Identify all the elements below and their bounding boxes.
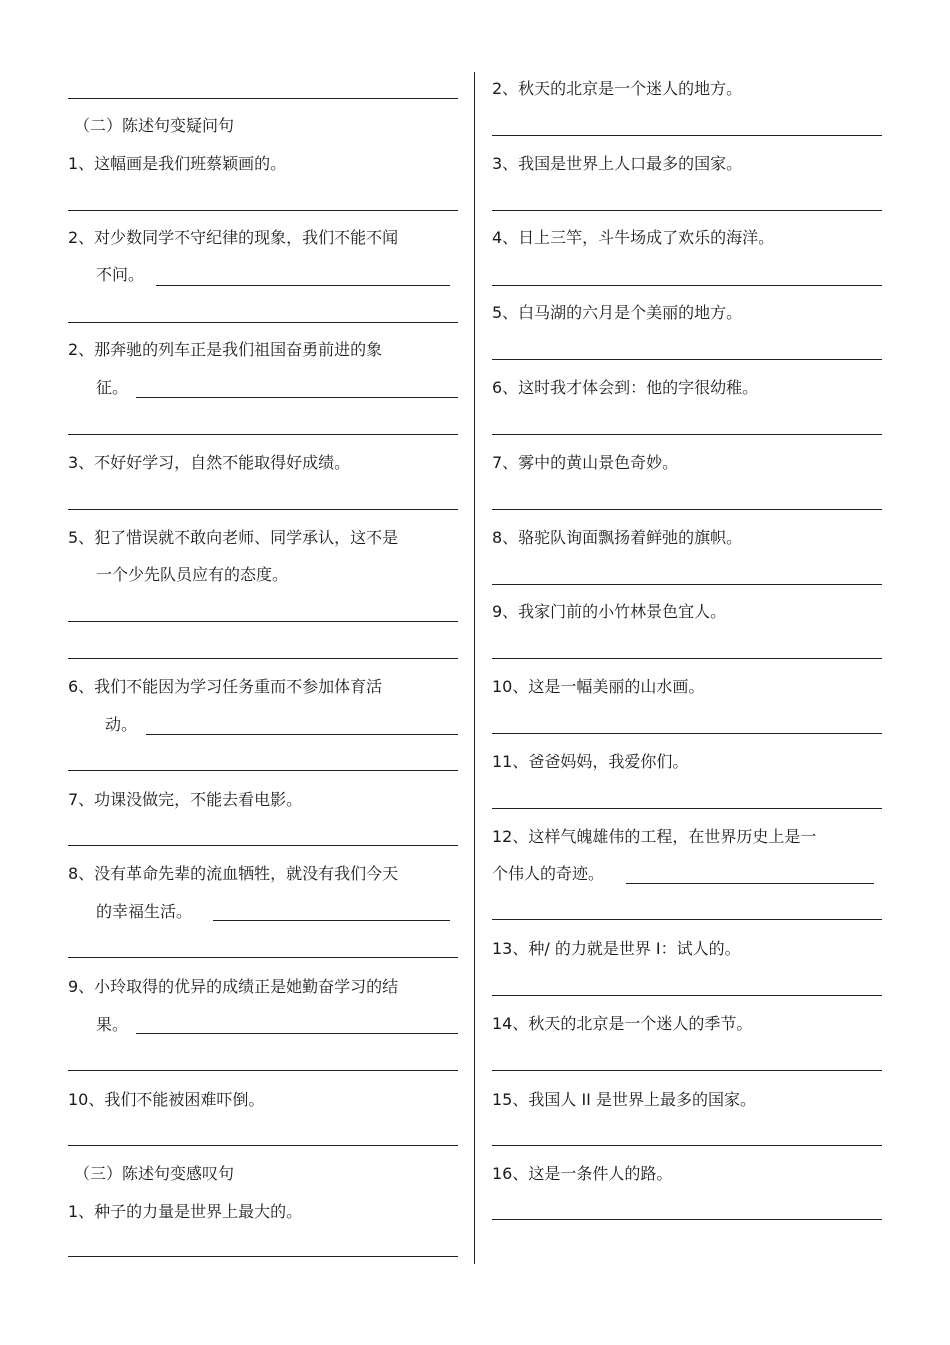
answer-blank	[626, 883, 874, 884]
answer-line	[492, 1219, 882, 1220]
question-item: 11、爸爸妈妈，我爱你们。	[492, 752, 689, 771]
answer-line	[492, 359, 882, 360]
answer-line	[492, 285, 882, 286]
question-item-cont: 不问。	[96, 265, 145, 284]
question-item: 14、秋天的北京是一个迷人的季节。	[492, 1014, 753, 1033]
question-item-cont: 的幸福生活。	[96, 902, 193, 921]
answer-line	[492, 1145, 882, 1146]
column-divider	[474, 72, 475, 1264]
answer-line	[68, 621, 458, 622]
question-item: 12、这样气魄雄伟的工程，在世界历史上是一	[492, 827, 817, 846]
question-item: 9、小玲取得的优异的成绩正是她勤奋学习的结	[68, 977, 399, 996]
answer-line	[68, 957, 458, 958]
answer-blank	[136, 397, 458, 398]
answer-line	[68, 845, 458, 846]
question-item: 1、这幅画是我们班蔡颖画的。	[68, 154, 287, 173]
answer-line	[68, 210, 458, 211]
answer-line	[492, 919, 882, 920]
answer-line	[68, 509, 458, 510]
answer-line	[68, 1070, 458, 1071]
answer-line	[68, 98, 458, 99]
answer-line	[492, 733, 882, 734]
answer-blank	[136, 1033, 458, 1034]
question-item: 15、我国人 II 是世界上最多的国家。	[492, 1090, 756, 1109]
question-item: 2、秋天的北京是一个迷人的地方。	[492, 79, 743, 98]
question-item: 2、那奔驰的列车正是我们祖国奋勇前进的象	[68, 340, 383, 359]
question-item: 13、种/ 的力就是世界 I：试人的。	[492, 939, 741, 958]
question-item-cont: 果。	[96, 1015, 129, 1034]
question-item: 5、犯了惜误就不敢向老师、同学承认，这不是	[68, 528, 399, 547]
answer-line	[492, 1070, 882, 1071]
answer-line	[492, 995, 882, 996]
question-item: 3、不好好学习，自然不能取得好成绩。	[68, 453, 351, 472]
answer-line	[492, 509, 882, 510]
question-item: 6、我们不能因为学习任务重而不参加体育活	[68, 677, 383, 696]
question-item: 8、骆驼队询面飘扬着鲜弛的旗帜。	[492, 528, 743, 547]
question-item: 7、雾中的黄山景色奇妙。	[492, 453, 679, 472]
question-item: 7、功课没做完，不能去看电影。	[68, 790, 303, 809]
answer-line	[68, 1145, 458, 1146]
question-item: 3、我国是世界上人口最多的国家。	[492, 154, 743, 173]
question-item: 9、我家门前的小竹林景色宜人。	[492, 602, 727, 621]
question-item: 4、日上三竿，斗牛场成了欢乐的海洋。	[492, 228, 775, 247]
question-item: 1、种子的力量是世界上最大的。	[68, 1202, 303, 1221]
answer-blank	[213, 920, 450, 921]
answer-line	[492, 584, 882, 585]
answer-line	[68, 658, 458, 659]
question-item-cont: 一个少先队员应有的态度。	[96, 565, 289, 584]
question-item-cont: 动。	[105, 715, 138, 734]
section-title: （三）陈述句变感叹句	[74, 1164, 235, 1183]
question-item: 16、这是一条件人的路。	[492, 1164, 673, 1183]
answer-line	[68, 1256, 458, 1257]
answer-blank	[146, 734, 458, 735]
question-item: 6、这时我才体会到：他的字很幼稚。	[492, 378, 759, 397]
question-item-cont: 征。	[96, 378, 129, 397]
answer-line	[492, 658, 882, 659]
question-item: 10、我们不能被困难吓倒。	[68, 1090, 265, 1109]
question-item: 2、对少数同学不守纪律的现象，我们不能不闻	[68, 228, 399, 247]
question-item: 5、白马湖的六月是个美丽的地方。	[492, 303, 743, 322]
section-title: （二）陈述句变疑问句	[74, 116, 235, 135]
answer-blank	[156, 285, 450, 286]
answer-line	[492, 434, 882, 435]
answer-line	[492, 135, 882, 136]
answer-line	[68, 770, 458, 771]
answer-line	[68, 434, 458, 435]
answer-line	[492, 808, 882, 809]
answer-line	[492, 210, 882, 211]
question-item: 8、没有革命先辈的流血牺牲，就没有我们今天	[68, 864, 399, 883]
question-item: 10、这是一幅美丽的山水画。	[492, 677, 705, 696]
question-item-cont: 个伟人的奇迹。	[492, 864, 605, 883]
answer-line	[68, 322, 458, 323]
